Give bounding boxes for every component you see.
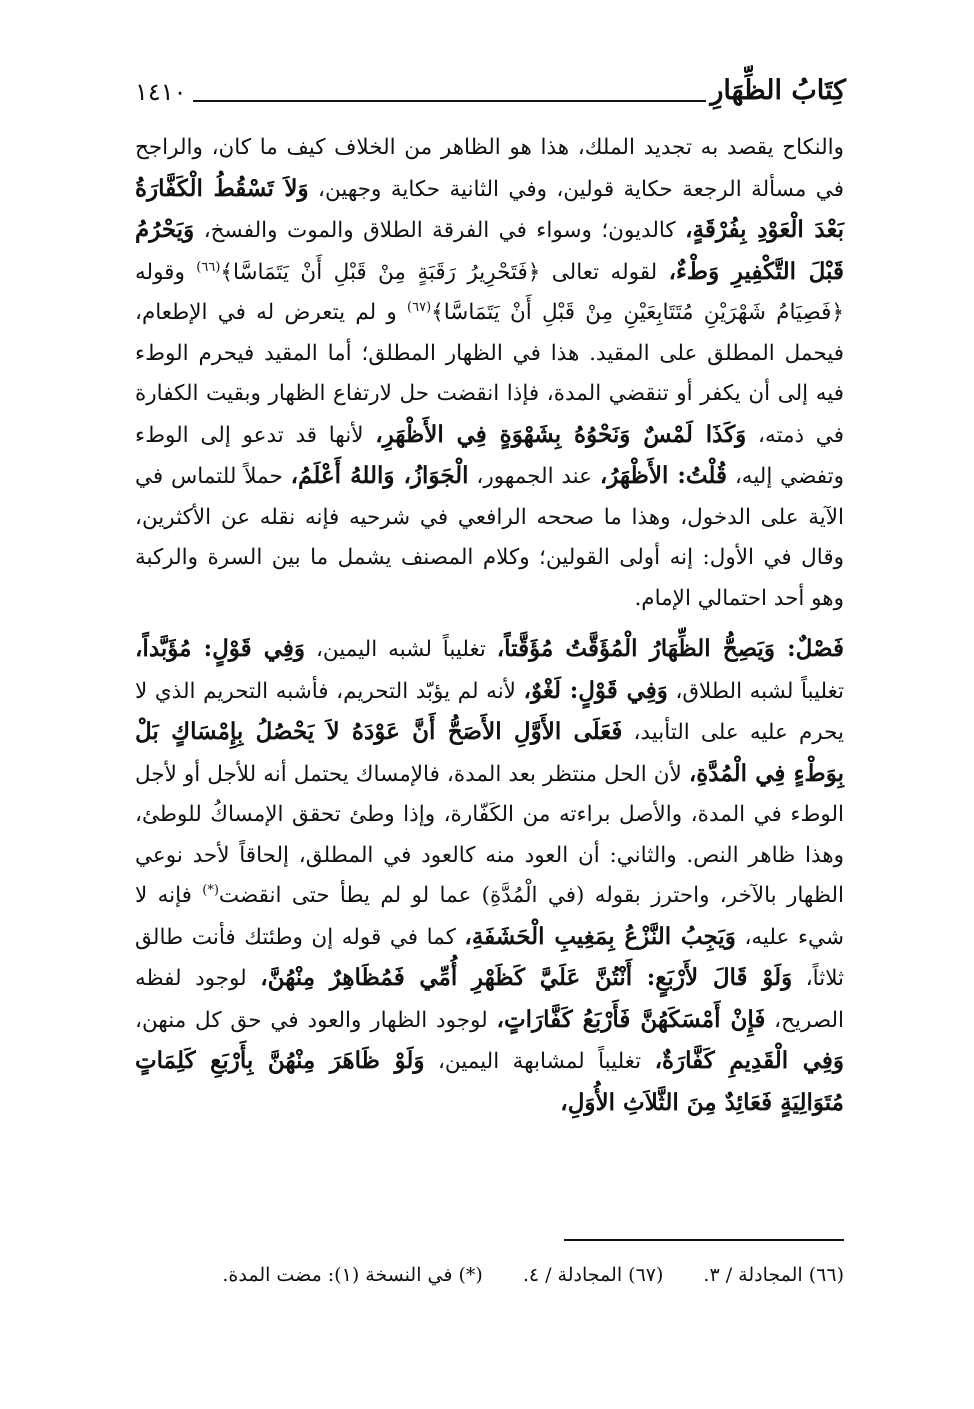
footnote-star: (*) في النسخة (١): مضت المدة. <box>222 1264 483 1286</box>
commentary-text: لأنها قد تدعو إلى الوطء وتفضي إليه، <box>135 422 844 489</box>
matn-text: وَفِي قَوْلٍ: لَغْوٌ، <box>523 676 668 704</box>
commentary-text: كما في قوله إن وطئتك فأنت طالق ثلاثاً، <box>135 924 845 991</box>
matn-text: فَعَلَى الأَوَّلِ الأَصَحُّ أَنَّ عَوْدَهُ لاَ يَحْصُلُ بِإِمْسَاكٍ بَلْ بِوَطْءٍ فِي الْمُدَّةِ، <box>135 718 844 787</box>
commentary-text: تغليباً لشبه اليمين، <box>305 637 497 662</box>
commentary-text: لوجود لفظه الصريح، <box>135 966 845 1033</box>
commentary-text: لوجود الظهار والعود في حق كل منهن، <box>135 1007 497 1033</box>
footnote-67: (٦٧) المجادلة / ٤. <box>522 1264 664 1286</box>
page-number: ١٤١٠ <box>135 78 187 106</box>
matn-text: فَإِنْ أَمْسَكَهُنَّ فَأَرْبَعُ كَفَّارَاتٍ، <box>496 1005 766 1033</box>
matn-text: وَفِي قَوْلٍ: مُؤَبَّداً، <box>135 635 306 662</box>
matn-text: وَلَوْ ظَاهَرَ مِنْهُنَّ بِأَرْبَعِ كَلِمَاتٍ مُتَوَالِيَةٍ فَعَائِدٌ مِنَ الثَّلاَثِ الأُوَلِ، <box>135 1047 844 1116</box>
commentary-text: تغليباً لمشابهة اليمين، <box>424 1049 655 1074</box>
footnote-marker: (٦٧) <box>407 299 432 315</box>
commentary-text: كالديون؛ وسواء في الفرقة الطلاق والموت والفسخ، <box>194 218 686 243</box>
commentary-text: تغليباً لشبه الطلاق، <box>667 678 844 704</box>
matn-text: وَيَجِبُ النَّزْعُ بِمَغِيبِ الْحَشَفَةِ، <box>464 922 736 950</box>
matn-text: وَلَوْ قَالَ لأَرْبَعٍ: أَنْتُنَّ عَلَيَّ كَظَهْرِ أُمِّي فَمُظَاهِرٌ مِنْهُنَّ، <box>260 964 793 991</box>
matn-text: فَصْلٌ: وَيَصِحُّ الظِّهَارُ الْمُؤَقَّتُ مُؤَقَّتاً، <box>496 635 844 662</box>
commentary-text: لأنه لم يؤبّد التحريم، فأشبه التحريم الذي لا يحرم عليه على التأبيد، <box>135 678 844 745</box>
footnote-marker: (٦٦) <box>196 259 221 275</box>
running-header <box>135 68 846 108</box>
matn-text: وَيَحْرُمُ قَبْلَ التَّكْفِيرِ وَطْءٌ، <box>135 216 844 285</box>
commentary-text: و لم يتعرض له في الإطعام، فيحمل المطلق على المقيد. هذا في الظهار المطلق؛ أما المقيد فيحرم الوطء فيه إلى أن يكفر أو تنقضي المدة، فإذا انقضت حل لارتفاع الظهار وبقيت الكفارة في ذمته، <box>135 300 844 448</box>
footnote-marker: (*) <box>202 882 219 898</box>
body-text <box>135 128 844 1124</box>
commentary-text: لأن الحل منتظر بعد المدة، فالإمساك يحتمل أنه للأجل أو لأجل الوطء في المدة، والأصل براءته من الكَفّارة، وإذا وطئ تحقق الإمساكُ للوطئ، وهذا ظاهر النص. والثاني: أن العود منه كالعود في المطلق، إلحاقاً لأحد نوعي الظهار بالآخر، واحترز بقوله (في الْمُدَّةِ) عما لو لم يطأ حتى انقضت <box>135 761 844 908</box>
commentary-text: عند الجمهور، <box>468 464 600 489</box>
matn-text: قُلْتُ: الأَظْهَرُ، <box>599 462 728 489</box>
matn-text: وَفِي الْقَدِيمِ كَفَّارَةٌ، <box>654 1047 844 1074</box>
commentary-text: فإنه لا شيء عليه، <box>135 883 844 950</box>
footnote-66: (٦٦) المجادلة / ٣. <box>703 1264 844 1286</box>
matn-text: وَكَذَا لَمْسٌ وَنَحْوُهُ بِشَهْوَةٍ فِي الأَظْهَرِ، <box>375 420 747 448</box>
paragraph <box>135 629 844 1124</box>
commentary-text: وقوله ﴿فَصِيَامُ شَهْرَيْنِ مُتَتَابِعَيْنِ مِنْ قَبْلِ أَنْ يَتَمَاسَّا﴾ <box>135 259 845 325</box>
matn-text: وَلاَ تَسْقُطُ الْكَفَّارَةُ بَعْدَ الْعَوْدِ بِفُرْقَةٍ، <box>135 174 844 243</box>
header-rule <box>193 100 707 102</box>
commentary-text: حملاً للتماس في الآية على الدخول، وهذا ما صححه الرافعي في شرحيه فإنه نقله عن الأكثرين، وقال في الأول: إنه أولى القولين؛ وكلام المصنف يشمل ما بين السرة والركبة وهو أحد احتمالي الإمام. <box>135 464 844 611</box>
footnote-divider <box>564 1239 844 1241</box>
footnotes <box>135 1262 844 1288</box>
header-title: كِتَابُ الظِّهَارِ <box>710 75 846 106</box>
commentary-text: والنكاح يقصد به تجديد الملك، هذا هو الظاهر من الخلاف كيف ما كان، والراجح في مسألة الرجعة حكاية قولين، وفي الثانية حكاية وجهين، <box>135 135 844 202</box>
paragraph <box>135 128 844 619</box>
commentary-text: لقوله تعالى ﴿فَتَحْرِيرُ رَقَبَةٍ مِنْ قَبْلِ أَنْ يَتَمَاسَّا﴾ <box>220 259 669 285</box>
matn-text: الْجَوَازُ، وَاللهُ أَعْلَمُ، <box>290 462 469 489</box>
